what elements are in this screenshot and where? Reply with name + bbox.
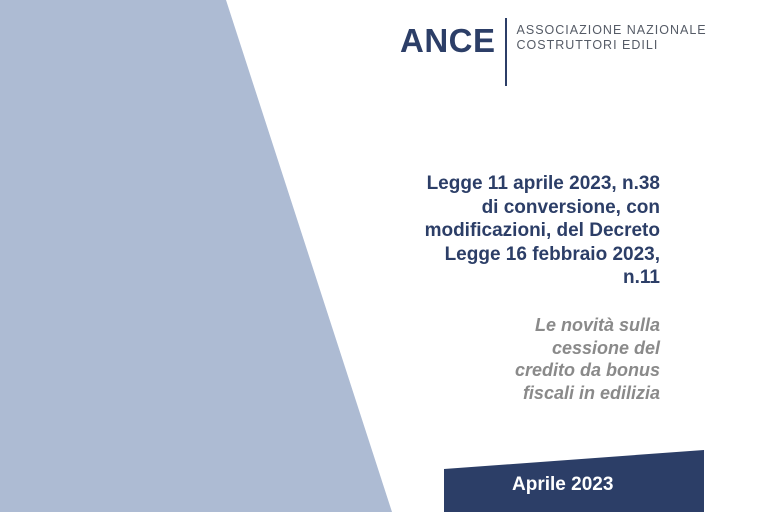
ance-logo	[400, 18, 707, 86]
title-line: Legge 16 febbraio 2023,	[444, 243, 660, 265]
logo-divider	[505, 18, 507, 86]
title-line: di conversione, con	[481, 196, 660, 218]
document-subtitle	[440, 314, 660, 404]
title-line: modificazioni, del Decreto	[424, 220, 660, 241]
subtitle-line: credito da bonus	[514, 360, 660, 380]
document-title	[360, 172, 660, 290]
subtitle-line: cessione del	[551, 337, 660, 358]
logo-line-1: ASSOCIAZIONE NAZIONALE	[516, 23, 707, 37]
logo-line-2: COSTRUTTORI EDILI	[516, 38, 659, 52]
publication-date: Aprile 2023	[512, 474, 614, 495]
subtitle-line: fiscali in edilizia	[522, 382, 660, 403]
title-line: Legge 11 aprile 2023, n.38	[426, 173, 660, 194]
logo-wordmark: ANCE	[400, 22, 496, 59]
subtitle-line: Le novità sulla	[534, 315, 660, 335]
title-line: n.11	[623, 267, 660, 288]
logo-subtitle	[517, 23, 707, 53]
